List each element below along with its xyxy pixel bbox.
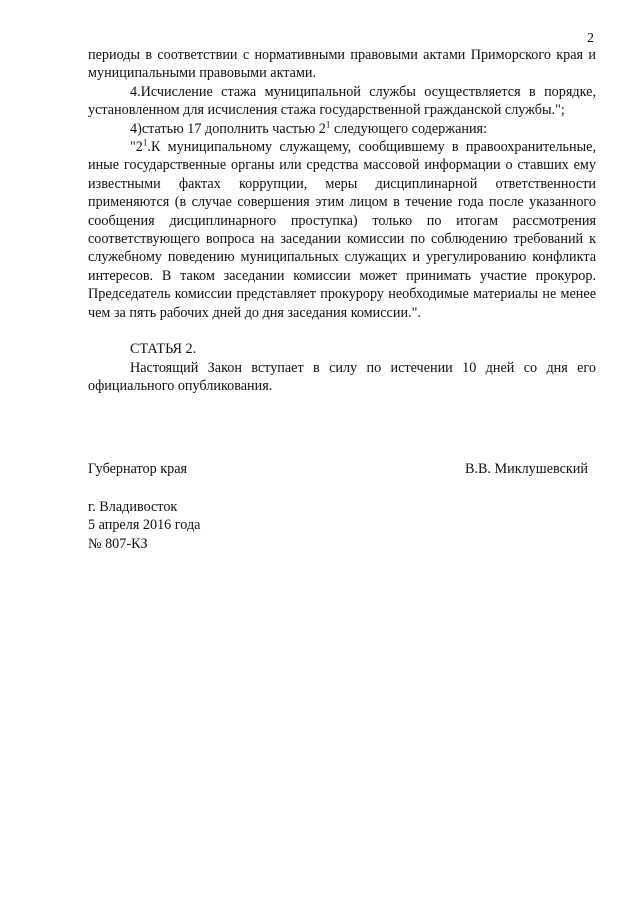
part-text-start: "2 (130, 139, 143, 156)
document-body (88, 46, 596, 396)
part-text-body: .К муниципальному служащему, сообщившему в правоохранительные, иные государственные органы или средства массовой информации о ставших ему известными фактах коррупции, меры дисциплинарной ответственности применяются (в случае совершения этим лицом в течение года после указанного сообщения дисциплинарного проступка) только по итогам рассмотрения соответствующего вопроса на заседании комиссии по соблюдению требований к служебному поведению муниципальных служащих и урегулированию конфликта интересов. В таком заседании комиссии может принимать участие прокурор. Председатель комиссии представляет прокурору необходимые материалы не менее чем за пять рабочих дней до дня заседания комиссии.". (88, 139, 596, 321)
amendment-text-start: 4)статью 17 дополнить частью 2 (130, 120, 326, 137)
paragraph-periods: периоды в соответствии с нормативными правовыми актами Приморского края и муниципальными правовыми актами. (88, 47, 596, 82)
paragraph-seniority-calculation: 4.Исчисление стажа муниципальной службы осуществляется в порядке, установленном для исчисления стажа государственной гражданской службы."; (88, 83, 596, 119)
superscript: 1 (142, 137, 148, 148)
superscript: 1 (325, 118, 331, 129)
spacer (88, 322, 596, 340)
paragraph-article-17-amendment (88, 120, 596, 138)
article-2-heading: СТАТЬЯ 2. (130, 341, 197, 358)
issue-details (88, 498, 200, 553)
paragraph-part-2-1 (88, 138, 596, 322)
signatory-name: В.В. Миклушевский (464, 461, 588, 477)
article-2-text: Настоящий Закон вступает в силу по истечении 10 дней со дня его официального опубликования. (88, 359, 596, 395)
issue-city: г. Владивосток (88, 499, 178, 515)
page-number: 2 (587, 31, 594, 46)
signatory-position: Губернатор края (88, 461, 188, 477)
amendment-text-end: следующего содержания: (330, 120, 488, 137)
law-number: № 807-КЗ (88, 535, 148, 552)
issue-date: 5 апреля 2016 года (88, 517, 201, 534)
